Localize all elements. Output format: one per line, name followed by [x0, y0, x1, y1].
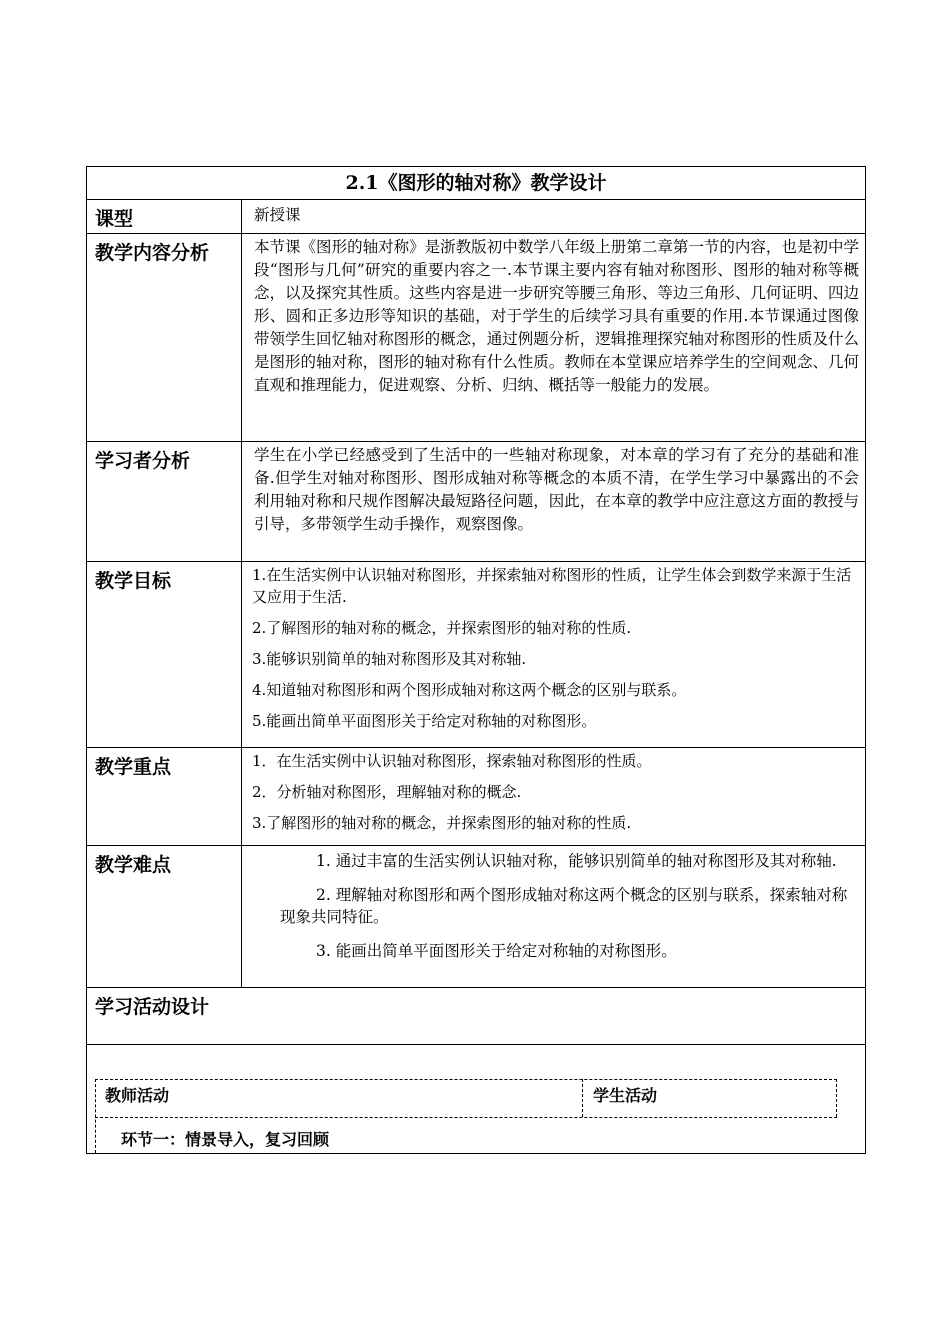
difficult-point-item: 2. 理解轴对称图形和两个图形成轴对称这两个概念的区别与联系，探索轴对称现象共同特征。: [280, 886, 848, 926]
lesson-plan-document: [86, 166, 865, 1154]
activity-dashed-grid: [95, 1079, 837, 1153]
learner-analysis-text: 学生在小学已经感受到了生活中的一些轴对称现象，对本章的学习有了充分的基础和准备.但学生对轴对称图形、图形成轴对称等概念的本质不清，在学生学习中暴露出的不会利用轴对称和尺规作图解决最短路径问题，因此，在本章的教学中应注意这方面的教授与引导，多带领学生动手操作，观察图像。: [254, 446, 859, 533]
difficult-points-cell: [242, 846, 866, 988]
goals-row: [87, 562, 866, 748]
goal-item: 3.能够识别简单的轴对称图形及其对称轴.: [252, 650, 527, 668]
key-point-item: 2．分析轴对称图形，理解轴对称的概念.: [252, 783, 522, 801]
content-analysis-text: 本节课《图形的轴对称》是浙教版初中数学八年级上册第二章第一节的内容，也是初中学段“图形与几何”研究的重要内容之一.本节课主要内容有轴对称图形、图形的轴对称等概念，以及探究其性质。这些内容是进一步研究等腰三角形、等边三角形、几何证明、四边形、圆和正多边形等知识的基础，对于学生的后续学习具有重要的作用.本节课通过图像带领学生回忆轴对称图形的概念，通过例题分析，逻辑推理探究轴对称图形的性质及什么是图形的轴对称，图形的轴对称有什么性质。教师在本堂课应培养学生的空间观念、几何直观和推理能力，促进观察、分析、归纳、概括等一般能力的发展。: [254, 238, 859, 394]
stage-one-title: 环节一：情景导入，复习回顾: [121, 1130, 330, 1149]
content-analysis-label: 教学内容分析: [87, 234, 242, 442]
key-points-row: [87, 748, 866, 846]
key-points-label: 教学重点: [87, 748, 242, 846]
difficult-point-item: 3. 能画出简单平面图形关于给定对称轴的对称图形。: [316, 942, 677, 960]
title-row: [87, 167, 866, 200]
teacher-activity-header: 教师活动: [105, 1086, 170, 1105]
key-point-item: 3.了解图形的轴对称的概念，并探索图形的轴对称的性质.: [252, 814, 632, 832]
activity-body-row: [87, 1045, 866, 1154]
activity-label: 学习活动设计: [87, 988, 866, 1045]
dashed-line: [836, 1079, 837, 1117]
difficult-point-item: 1. 通过丰富的生活实例认识轴对称，能够识别简单的轴对称图形及其对称轴.: [316, 852, 837, 870]
goals-cell: [242, 562, 866, 748]
activity-header-row: [87, 988, 866, 1045]
type-value: 新授课: [242, 200, 866, 234]
student-activity-header: 学生活动: [593, 1086, 658, 1105]
goal-item: 4.知道轴对称图形和两个图形成轴对称这两个概念的区别与联系。: [252, 681, 687, 699]
dashed-line: [95, 1079, 837, 1080]
activity-body-cell: [87, 1045, 866, 1154]
difficult-points-label: 教学难点: [87, 846, 242, 988]
learner-analysis-row: [87, 442, 866, 562]
activity-inner-table: [87, 1045, 865, 1153]
lesson-plan-table: [86, 166, 866, 1154]
type-row: [87, 200, 866, 234]
document-title: 2.1《图形的轴对称》教学设计: [87, 167, 866, 200]
learner-analysis-label: 学习者分析: [87, 442, 242, 562]
goal-item: 2.了解图形的轴对称的概念，并探索图形的轴对称的性质.: [252, 619, 632, 637]
content-analysis-cell: [242, 234, 866, 442]
dashed-line: [95, 1079, 96, 1153]
goal-item: 5.能画出简单平面图形关于给定对称轴的对称图形。: [252, 712, 597, 730]
goals-label: 教学目标: [87, 562, 242, 748]
difficult-points-row: [87, 846, 866, 988]
key-point-item: 1．在生活实例中认识轴对称图形，探索轴对称图形的性质。: [252, 752, 652, 770]
content-analysis-row: [87, 234, 866, 442]
goal-item: 1.在生活实例中认识轴对称图形，并探索轴对称图形的性质，让学生体会到数学来源于生活又应用于生活.: [252, 566, 852, 606]
key-points-cell: [242, 748, 866, 846]
type-label: 课型: [87, 200, 242, 234]
learner-analysis-cell: [242, 442, 866, 562]
dashed-line: [95, 1117, 837, 1118]
dashed-line: [582, 1079, 583, 1117]
